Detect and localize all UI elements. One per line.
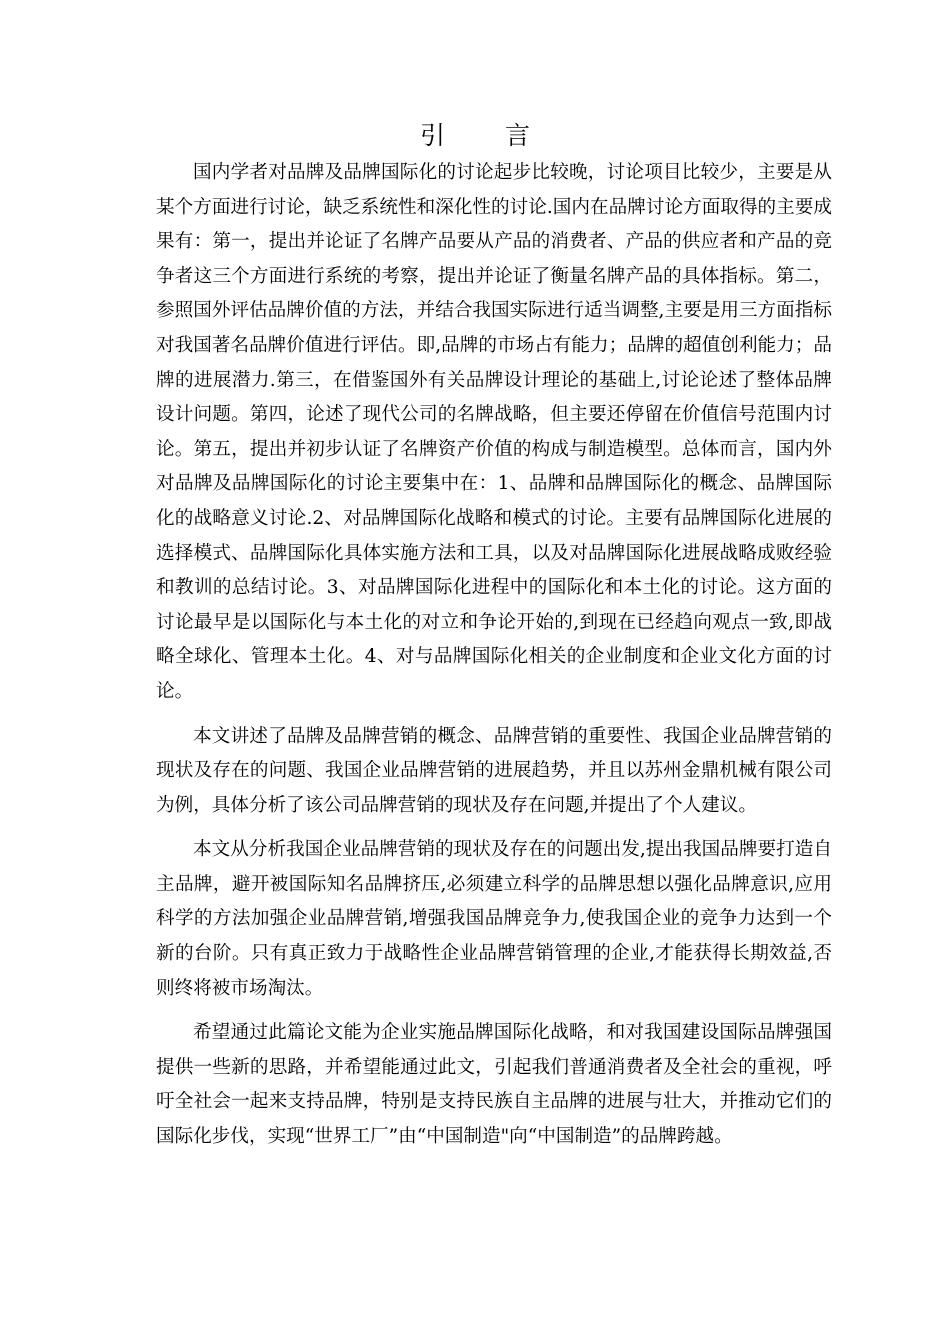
- body-text: [156, 156, 832, 1155]
- section-title: 引 言: [420, 121, 556, 150]
- paragraph-1: 国内学者对品牌及品牌国际化的讨论起步比较晚，讨论项目比较少，主要是从某个方面进行讨论，缺乏系统性和深化性的讨论.国内在品牌讨论方面取得的主要成果有：第一，提出并论证了名牌产品要从产品的消费者、产品的供应者和产品的竞争者这三个方面进行系统的考察，提出并论证了衡量名牌产品的具体指标。第二，参照国外评估品牌价值的方法，并结合我国实际进行适当调整,主要是用三方面指标对我国著名品牌价值进行评估。即,品牌的市场占有能力；品牌的超值创利能力；品牌的进展潜力.第三，在借鉴国外有关品牌设计理论的基础上,讨论论述了整体品牌设计问题。第四，论述了现代公司的名牌战略，但主要还停留在价值信号范围内讨论。第五，提出并初步认证了名牌资产价值的构成与制造模型。总体而言，国内外对品牌及品牌国际化的讨论主要集中在：1、品牌和品牌国际化的概念、品牌国际化的战略意义讨论.2、对品牌国际化战略和模式的讨论。主要有品牌国际化进展的选择模式、品牌国际化具体实施方法和工具，以及对品牌国际化进展战略成败经验和教训的总结讨论。3、对品牌国际化进程中的国际化和本土化的讨论。这方面的讨论最早是以国际化与本土化的对立和争论开始的,到现在已经趋向观点一致,即战略全球化、管理本土化。4、对与品牌国际化相关的企业制度和企业文化方面的讨论。: [156, 162, 832, 702]
- paragraph-2: 本文讲述了品牌及品牌营销的概念、品牌营销的重要性、我国企业品牌营销的现状及存在的问题、我国企业品牌营销的进展趋势，并且以苏州金鼎机械有限公司为例，具体分析了该公司品牌营销的现状及存在问题,并提出了个人建议。: [156, 725, 832, 816]
- paragraph-4: 希望通过此篇论文能为企业实施品牌国际化战略，和对我国建设国际品牌强国提供一些新的思路，并希望能通过此文，引起我们普通消费者及全社会的重视，呼吁全社会一起来支持品牌，特别是支持民族自主品牌的进展与壮大，并推动它们的国际化步伐，实现“世界工厂”由“中国制造"向“中国制造”的品牌跨越。: [156, 1022, 832, 1148]
- paragraph-3: 本文从分析我国企业品牌营销的现状及存在的问题出发,提出我国品牌要打造自主品牌，避开被国际知名品牌挤压,必须建立科学的品牌思想以强化品牌意识,应用科学的方法加强企业品牌营销,增强我国品牌竞争力,使我国企业的竞争力达到一个新的台阶。只有真正致力于战略性企业品牌营销管理的企业,才能获得长期效益,否则终将被市场淘汰。: [156, 839, 832, 999]
